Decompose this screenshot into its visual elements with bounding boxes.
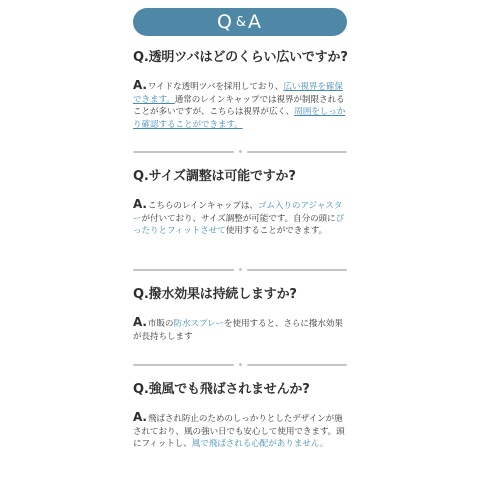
answer-seg: 通常のレインキャップでは視界が制限されることが多いですが、こちらは視界が広く、 — [133, 94, 345, 118]
answer-seg: こちらのレインキャップは、 — [147, 201, 258, 211]
answer-mark: A. — [133, 315, 147, 329]
answer-highlight: 周囲をしっかり確認することができます。 — [133, 107, 346, 130]
divider-line — [133, 269, 234, 271]
divider-line — [133, 364, 234, 366]
question-mark: Q. — [133, 169, 149, 184]
question-2 — [133, 168, 347, 186]
question-4 — [133, 381, 347, 399]
question-text: 強風でも飛ばされませんか? — [148, 382, 310, 397]
divider — [133, 150, 347, 153]
divider — [133, 268, 347, 271]
answer-highlight: ゴム入りのアジャスター — [133, 201, 343, 224]
answer-seg: 使用することができます。 — [225, 226, 327, 237]
divider-line — [247, 151, 348, 153]
question-text: サイズ調整は可能ですか? — [148, 169, 296, 184]
header-a: A — [248, 11, 264, 33]
divider-line — [247, 364, 348, 366]
qa-item-2 — [133, 168, 347, 238]
answer-seg: を使用すると、さらに撥水効果が長持ちします — [133, 319, 343, 342]
answer-2 — [133, 198, 347, 238]
answer-mark: A. — [133, 78, 147, 92]
divider — [133, 363, 347, 366]
question-text: 透明ツバはどのくらい広いですか? — [148, 50, 348, 65]
question-mark: Q. — [133, 287, 149, 302]
answer-seg: ワイドな透明ツバを採用しており、 — [147, 82, 284, 92]
answer-seg: 飛ばされ防止のためのしっかりとしたデザインが施されており、風の強い日でも安心して使用できます。頭にフィットし、 — [133, 414, 345, 450]
divider-line — [133, 151, 234, 153]
header-amp: & — [235, 14, 247, 30]
question-mark: Q. — [133, 50, 149, 65]
divider-dot — [239, 363, 242, 366]
divider-line — [247, 269, 348, 271]
answer-highlight: 風で飛ばされる心配がありません。 — [191, 439, 329, 450]
answer-3 — [133, 316, 347, 343]
answer-mark: A. — [133, 410, 147, 424]
question-mark: Q. — [133, 382, 149, 397]
divider-dot — [239, 268, 242, 271]
question-text: 撥水効果は持続しますか? — [148, 287, 297, 302]
answer-highlight: 防水スプレー — [173, 319, 224, 329]
answer-mark: A. — [133, 197, 147, 211]
header-q: Q — [216, 11, 234, 33]
qa-item-4 — [133, 381, 347, 451]
question-3 — [133, 286, 347, 304]
answer-seg: 市販の — [147, 319, 174, 329]
qa-item-1 — [133, 49, 347, 131]
answer-4 — [133, 411, 347, 451]
answer-highlight: ぴったりとフィットさせて — [133, 213, 344, 237]
answer-highlight: 広い視界を確保できます。 — [133, 82, 343, 105]
qa-item-3 — [133, 286, 347, 343]
answer-seg: が付いており、サイズ調整が可能です。自分の頭に — [141, 213, 336, 224]
question-1 — [133, 49, 347, 67]
qa-header — [133, 8, 347, 36]
answer-1 — [133, 79, 347, 131]
divider-dot — [239, 150, 242, 153]
